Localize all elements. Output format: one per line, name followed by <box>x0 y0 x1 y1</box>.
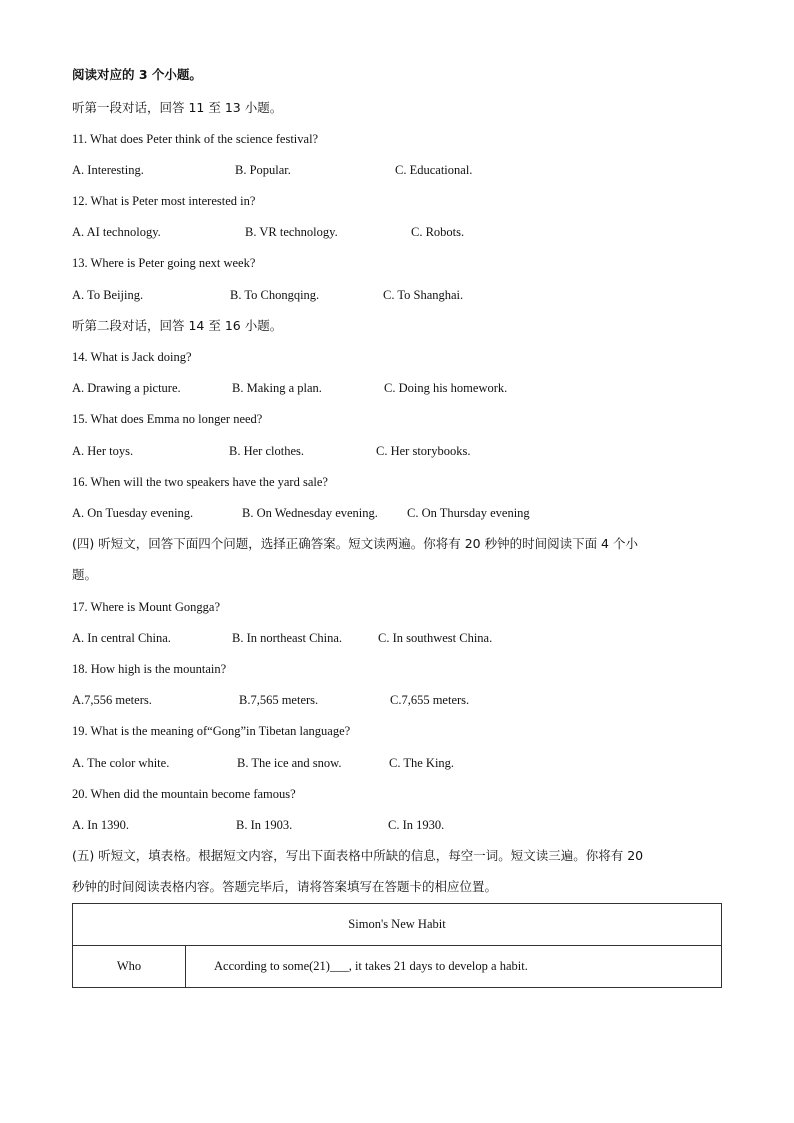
q12-option-b: B. VR technology. <box>245 225 338 239</box>
question-11: 11. What does Peter think of the science festival? <box>72 132 319 146</box>
q16-option-b: B. On Wednesday evening. <box>242 506 378 520</box>
q20-option-a: A. In 1390. <box>72 818 129 832</box>
section-heading: 阅读对应的 3 个小题。 <box>72 67 202 82</box>
q15-option-a: A. Her toys. <box>72 444 134 458</box>
table-row <box>73 946 722 988</box>
table-row-label: Who <box>73 946 186 988</box>
question-15: 15. What does Emma no longer need? <box>72 412 263 426</box>
question-18: 18. How high is the mountain? <box>72 662 227 676</box>
q18-option-a: A.7,556 meters. <box>72 693 152 707</box>
q13-option-b: B. To Chongqing. <box>230 288 320 302</box>
q16-option-a: A. On Tuesday evening. <box>72 506 194 520</box>
q17-option-a: A. In central China. <box>72 631 171 645</box>
q18-option-c: C.7,655 meters. <box>390 693 470 707</box>
q12-option-a: A. AI technology. <box>72 225 161 239</box>
question-20: 20. When did the mountain become famous? <box>72 787 296 801</box>
q18-option-b: B.7,565 meters. <box>239 693 319 707</box>
table-title-row <box>73 904 722 946</box>
question-13: 13. Where is Peter going next week? <box>72 256 256 270</box>
q16-option-c: C. On Thursday evening <box>407 506 530 520</box>
q19-option-b: B. The ice and snow. <box>237 756 342 770</box>
question-16: 16. When will the two speakers have the yard sale? <box>72 475 328 489</box>
dialog2-intro: 听第二段对话，回答 14 至 16 小题。 <box>72 318 283 333</box>
q19-option-c: C. The King. <box>389 756 455 770</box>
q17-option-c: C. In southwest China. <box>378 631 493 645</box>
q20-option-b: B. In 1903. <box>236 818 293 832</box>
q12-option-c: C. Robots. <box>411 225 465 239</box>
question-17: 17. Where is Mount Gongga? <box>72 600 221 614</box>
question-19: 19. What is the meaning of“Gong”in Tibetan language? <box>72 724 351 738</box>
table-row-text: According to some(21)___, it takes 21 days to develop a habit. <box>186 946 722 988</box>
q15-option-c: C. Her storybooks. <box>376 444 471 458</box>
dialog1-intro: 听第一段对话，回答 11 至 13 小题。 <box>72 100 283 115</box>
q11-option-b: B. Popular. <box>235 163 291 177</box>
q20-option-c: C. In 1930. <box>388 818 445 832</box>
question-14: 14. What is Jack doing? <box>72 350 192 364</box>
q13-option-c: C. To Shanghai. <box>383 288 464 302</box>
part4-intro-line1: (四) 听短文，回答下面四个问题，选择正确答案。短文读两遍。你将有 20 秒钟的时间阅读下面 4 个小 <box>72 536 638 551</box>
q14-option-a: A. Drawing a picture. <box>72 381 181 395</box>
q19-option-a: A. The color white. <box>72 756 170 770</box>
habit-table <box>72 903 722 988</box>
q11-option-c: C. Educational. <box>395 163 473 177</box>
q14-option-c: C. Doing his homework. <box>384 381 508 395</box>
part5-intro-line1: (五) 听短文，填表格。根据短文内容，写出下面表格中所缺的信息，每空一词。短文读三遍。你将有 20 <box>72 848 644 863</box>
q17-option-b: B. In northeast China. <box>232 631 343 645</box>
part5-intro-line2: 秒钟的时间阅读表格内容。答题完毕后，请将答案填写在答题卡的相应位置。 <box>72 879 498 894</box>
q15-option-b: B. Her clothes. <box>229 444 304 458</box>
question-12: 12. What is Peter most interested in? <box>72 194 256 208</box>
q13-option-a: A. To Beijing. <box>72 288 144 302</box>
table-title: Simon's New Habit <box>73 904 722 946</box>
q11-option-a: A. Interesting. <box>72 163 144 177</box>
q14-option-b: B. Making a plan. <box>232 381 322 395</box>
part4-intro-line2: 题。 <box>72 567 98 582</box>
